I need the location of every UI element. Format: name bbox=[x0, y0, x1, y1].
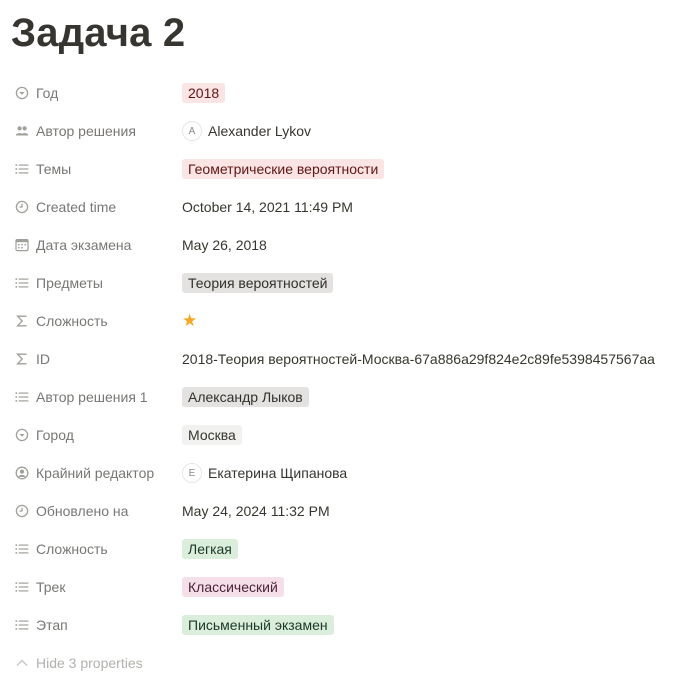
property-label-text: Created time bbox=[36, 199, 117, 215]
page-title[interactable]: Задача 2 bbox=[11, 11, 186, 55]
property-label[interactable] bbox=[10, 155, 180, 183]
list-icon bbox=[14, 275, 30, 291]
property-label-text: Предметы bbox=[36, 275, 103, 291]
property-label-text: Этап bbox=[36, 617, 68, 633]
property-row-8 bbox=[0, 340, 681, 378]
tag: Теория вероятностей bbox=[182, 273, 333, 293]
tag: Легкая bbox=[182, 539, 238, 559]
property-label-text: Сложность bbox=[36, 313, 108, 329]
property-row-10 bbox=[0, 416, 681, 454]
property-label[interactable] bbox=[10, 269, 180, 297]
property-label[interactable] bbox=[10, 117, 180, 145]
value-text: 2018-Теория вероятностей-Москва-67a886a29f824e2c89fe5398457567aa bbox=[182, 351, 655, 367]
person-name: Alexander Lykov bbox=[208, 123, 311, 139]
property-row-4 bbox=[0, 188, 681, 226]
calendar-icon bbox=[14, 237, 30, 253]
tag: 2018 bbox=[182, 83, 225, 103]
property-row-3 bbox=[0, 150, 681, 188]
list-icon bbox=[14, 541, 30, 557]
tag: Письменный экзамен bbox=[182, 615, 334, 635]
property-value[interactable] bbox=[182, 231, 671, 259]
list-icon bbox=[14, 617, 30, 633]
property-value[interactable] bbox=[182, 193, 671, 221]
property-value[interactable] bbox=[182, 383, 671, 411]
property-value[interactable] bbox=[182, 155, 671, 183]
property-value[interactable] bbox=[182, 79, 671, 107]
property-label[interactable] bbox=[10, 193, 180, 221]
property-row-14 bbox=[0, 568, 681, 606]
property-label-text: Город bbox=[36, 427, 74, 443]
property-label[interactable] bbox=[10, 573, 180, 601]
property-label[interactable] bbox=[10, 497, 180, 525]
property-row-7 bbox=[0, 302, 681, 340]
property-row-6 bbox=[0, 264, 681, 302]
user-circle-icon bbox=[14, 465, 30, 481]
property-label[interactable] bbox=[10, 231, 180, 259]
property-row-9 bbox=[0, 378, 681, 416]
property-label[interactable] bbox=[10, 421, 180, 449]
property-value[interactable] bbox=[182, 459, 671, 487]
property-value[interactable] bbox=[182, 573, 671, 601]
property-row-13 bbox=[0, 530, 681, 568]
property-label-text: Темы bbox=[36, 161, 72, 177]
list-icon bbox=[14, 161, 30, 177]
property-label-text: Крайний редактор bbox=[36, 465, 155, 481]
property-value[interactable] bbox=[182, 345, 671, 373]
formula-icon bbox=[14, 313, 30, 329]
person-name: Екатерина Щипанова bbox=[208, 465, 348, 481]
people-icon bbox=[14, 123, 30, 139]
formula-icon bbox=[14, 351, 30, 367]
property-label[interactable] bbox=[10, 345, 180, 373]
property-row-11 bbox=[0, 454, 681, 492]
property-label-text: Год bbox=[36, 85, 59, 101]
property-label[interactable] bbox=[10, 535, 180, 563]
property-row-5 bbox=[0, 226, 681, 264]
clock-icon bbox=[14, 503, 30, 519]
property-label[interactable] bbox=[10, 383, 180, 411]
property-label-text: Автор решения 1 bbox=[36, 389, 148, 405]
property-label-text: Трек bbox=[36, 579, 66, 595]
property-value[interactable] bbox=[182, 497, 671, 525]
property-label-text: ID bbox=[36, 351, 50, 367]
property-label-text: Обновлено на bbox=[36, 503, 129, 519]
avatar: A bbox=[182, 121, 202, 141]
avatar: E bbox=[182, 463, 202, 483]
property-label-text: Сложность bbox=[36, 541, 108, 557]
property-value[interactable] bbox=[182, 421, 671, 449]
property-row-15 bbox=[0, 606, 681, 644]
property-value[interactable] bbox=[182, 611, 671, 639]
tag: Александр Лыков bbox=[182, 387, 309, 407]
property-value[interactable] bbox=[182, 269, 671, 297]
property-value[interactable] bbox=[182, 307, 671, 335]
tag: Москва bbox=[182, 425, 242, 445]
property-row-12 bbox=[0, 492, 681, 530]
select-icon bbox=[14, 427, 30, 443]
property-label[interactable] bbox=[10, 611, 180, 639]
value-text: May 26, 2018 bbox=[182, 237, 267, 253]
clock-icon bbox=[14, 199, 30, 215]
tag: Классический bbox=[182, 577, 284, 597]
value-text: October 14, 2021 11:49 PM bbox=[182, 199, 353, 215]
list-icon bbox=[14, 389, 30, 405]
property-row-1 bbox=[0, 74, 681, 112]
hide-properties-label: Hide 3 properties bbox=[36, 655, 143, 671]
value-text: May 24, 2024 11:32 PM bbox=[182, 503, 330, 519]
property-label[interactable] bbox=[10, 307, 180, 335]
star-icon: ★ bbox=[182, 311, 198, 330]
property-label[interactable] bbox=[10, 79, 180, 107]
list-icon bbox=[14, 579, 30, 595]
select-icon bbox=[14, 85, 30, 101]
chevron-up-icon bbox=[14, 655, 30, 671]
property-row-2 bbox=[0, 112, 681, 150]
property-label[interactable] bbox=[10, 459, 180, 487]
property-label-text: Дата экзамена bbox=[36, 237, 132, 253]
property-list bbox=[0, 74, 681, 644]
hide-properties-button[interactable] bbox=[10, 652, 143, 674]
property-value[interactable] bbox=[182, 535, 671, 563]
property-value[interactable] bbox=[182, 117, 671, 145]
property-label-text: Автор решения bbox=[36, 123, 136, 139]
tag: Геометрические вероятности bbox=[182, 159, 384, 179]
